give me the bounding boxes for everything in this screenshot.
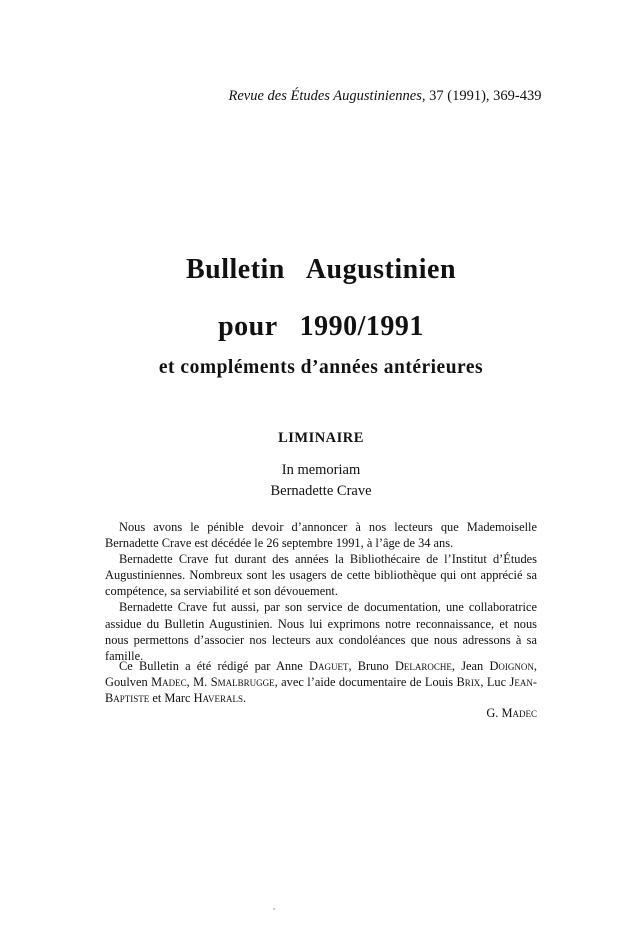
author-name: Daguet [309,659,349,673]
credits-sep: , Luc [480,675,510,690]
credits-sep: , Goulven [105,659,538,690]
paragraph-3: Bernadette Crave fut aussi, par son service de documentation, une collaboratrice assidue du Bulletin Augustinien. Nous lui exprimons notre reconnaissance, et nous nous permettons d’associer nos lecteurs aux condoléances que nous adressons à sa famille. [105,600,537,663]
credits-text [105,658,537,706]
title-line-1: Bulletin Augustinien [185,254,457,285]
paragraph-1: Nous avons le pénible devoir d’annoncer à nos lecteurs que Mademoiselle Bernadette Crave est décédée le 26 septembre 1991, à l’âge de 34 ans. [105,520,537,551]
author-name: Doignon [489,659,534,673]
author-name: Madec [151,675,187,690]
credits-paragraph [105,658,537,706]
paragraph-2: Bernadette Crave fut durant des années la Bibliothécaire de l’Institut d’Études Augustiniennes. Nombreux sont les usagers de cette bibliothèque qui ont apprécié sa compétence, sa serviabilité et son dévouement. [105,552,537,599]
credits-sep: , M. [186,675,211,690]
title-line-2: pour 1990/1991 [218,311,424,342]
title-line-3: et compléments d’années antérieures [158,357,484,378]
author-name: Haverals [193,691,243,706]
liminaire-heading: LIMINAIRE [278,430,364,446]
credits-sep: , Jean [451,659,490,673]
journal-citation [0,88,642,105]
signature [486,706,537,721]
credits-intro: Ce Bulletin a été rédigé par Anne [119,659,310,673]
signature-initial: G. [486,706,502,720]
author-name: Brix [456,675,481,690]
credits-sep: et Marc [149,691,194,706]
obituary-text [105,519,537,664]
credits-sep: , Bruno [348,659,395,673]
author-name: Delaroche [394,659,452,673]
credits-sep: . [242,691,247,706]
author-name: Jean-Baptiste [105,675,537,706]
author-name: Smalbrugge [210,675,275,690]
credits-sep: , avec l’aide documentaire de Louis [274,675,457,690]
signature-surname: Madec [501,706,537,720]
journal-title: Revue des Études Augustiniennes, [228,88,426,104]
journal-details: 37 (1991), 369-439 [425,88,542,104]
memoriam-line: In memoriam [281,462,361,478]
scan-speck [273,908,275,910]
memoriam-name: Bernadette Crave [270,483,372,499]
